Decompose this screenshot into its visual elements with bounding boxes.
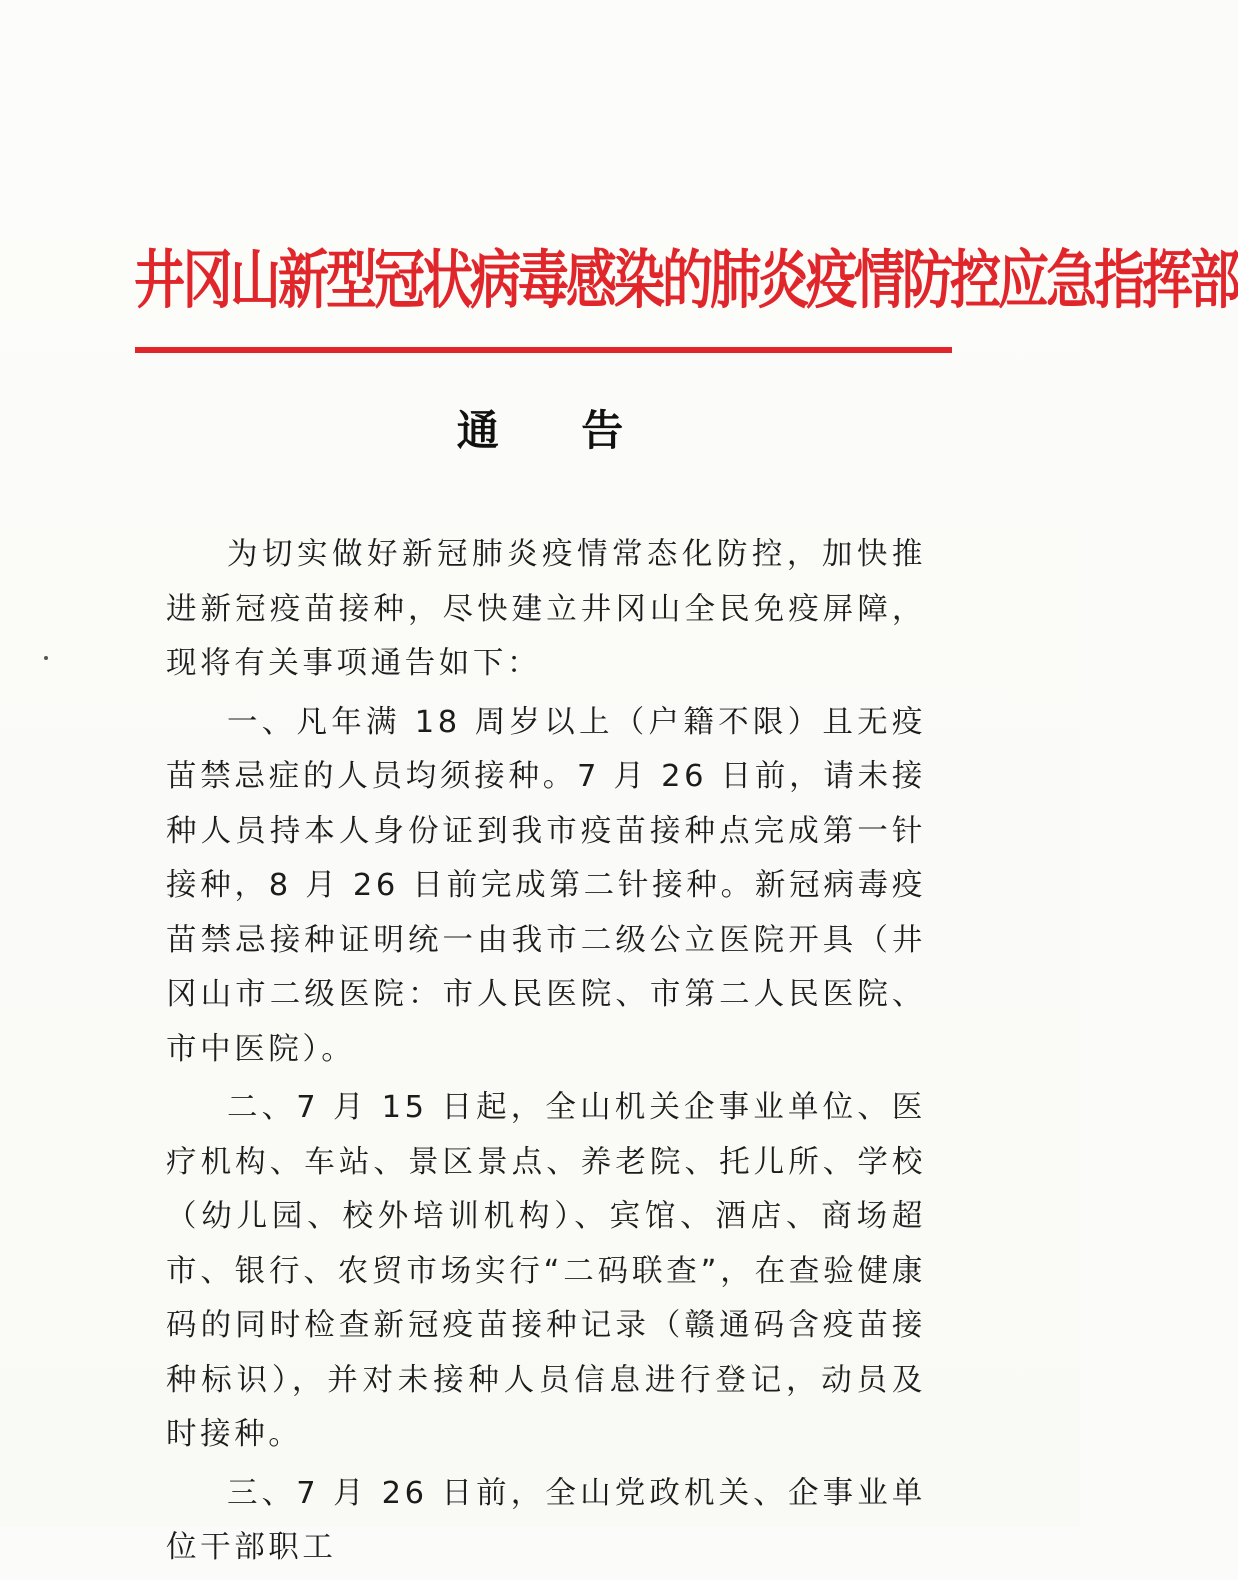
intro-paragraph: 为切实做好新冠肺炎疫情常态化防控，加快推进新冠疫苗接种，尽快建立井冈山全民免疫屏障，现将有关事项通告如下： [166, 537, 926, 681]
item-one-paragraph: 一、凡年满 18 周岁以上（户籍不限）且无疫苗禁忌症的人员均须接种。7 月 26 日前，请未接种人员持本人身份证到我市疫苗接种点完成第一针接种，8 月 26 日前完成第二针接种。新冠病毒疫苗禁忌接种证明统一由我市二级公立医院开具（井冈山市二级医院：市人民医院、市第二人民医院、市中医院）。 [166, 704, 926, 1067]
issuing-organization-header: 井冈山新型冠状病毒感染的肺炎疫情防控应急指挥部 [134, 243, 1238, 318]
red-header-rule [135, 347, 952, 353]
item-three-paragraph: 三、7 月 26 日前，全山党政机关、企事业单位干部职工 [166, 1475, 926, 1565]
item-two-paragraph: 二、7 月 15 日起，全山机关企事业单位、医疗机构、车站、景区景点、养老院、托儿所、学校（幼儿园、校外培训机构）、宾馆、酒店、商场超市、银行、农贸市场实行“二码联查”，在查验健康码的同时检查新冠疫苗接种记录（赣通码含疫苗接种标识），并对未接种人员信息进行登记，动员及时接种。 [166, 1090, 926, 1452]
scan-speck [44, 656, 48, 660]
document-title: 通 告 [456, 406, 658, 455]
document-body [166, 528, 926, 1580]
